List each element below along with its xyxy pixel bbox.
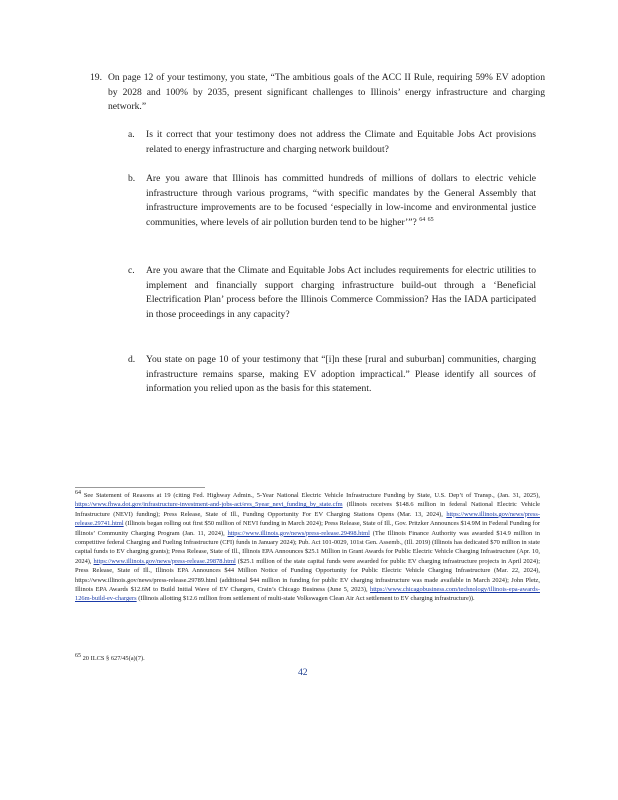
footnote-text-6: (Illinois allotting $12.6 million from settlement of multi-state Volkswagen Clean Air Act settlement to EV charging infrastructure)). bbox=[136, 595, 475, 603]
subquestion-label: d. bbox=[128, 354, 136, 365]
subquestion-label: c. bbox=[128, 265, 135, 276]
question-19 bbox=[90, 71, 545, 115]
subquestion-c bbox=[128, 264, 536, 322]
footnote-number: 65 bbox=[75, 652, 81, 659]
footnote-link-press-29878[interactable]: https://www.illinois.gov/news/press-release.29878.html bbox=[93, 557, 236, 565]
subquestion-a bbox=[128, 128, 536, 157]
footnote-text: 20 ILCS § 627/45(a)(7). bbox=[82, 655, 145, 662]
footnote-64 bbox=[75, 491, 540, 604]
footnote-text-3: (Illinois began rolling out first $50 million of NEVI funding in March 2024); Press Release, State of Ill., Gov. Pritzker Announces $14.9M in Federal Funding for Illinois’ Community Charging Program (Jan. 11, 2024), bbox=[75, 520, 540, 537]
subquestion-label: a. bbox=[128, 129, 135, 140]
footnote-link-press-29498[interactable]: https://www.illinois.gov/news/press-release.29498.html bbox=[227, 529, 370, 537]
footnote-text-2: (Illinois receives $148.6 million in federal National Electric Vehicle Infrastructure (NEVI) funding); Press Release, State of Ill., Funding Opportunity For EV Charging Stations Opens (Mar. 13, 2024), bbox=[75, 501, 540, 518]
subquestion-body: Are you aware that Illinois has committed hundreds of millions of dollars to electric vehicle infrastructure through various programs, “with specific mandates by the General Assembly that infrastructure improvements are to be focused ‘especially in low-income and environmental justice communities, where levels of air pollution burden tend to be higher’”? bbox=[146, 173, 536, 228]
footnote-65 bbox=[75, 654, 540, 663]
footnote-link-chicago-business[interactable]: https://www.chicagobusiness.com/technology/illinois-epa-awards-126m-build-ev-chargers bbox=[75, 586, 540, 603]
subquestion-text: Are you aware that the Climate and Equitable Jobs Act includes requirements for electric utilities to implement and financially support charging infrastructure build-out through a ‘Beneficial Electrification Plan’ process before the Illinois Commerce Commission? Has the IADA participated in those proceedings in any capacity? bbox=[146, 265, 536, 320]
footnote-separator bbox=[75, 487, 205, 488]
footnote-link-press-29741[interactable]: https://www.illinois.gov/news/press-release.29741.html bbox=[75, 510, 540, 528]
footnote-number: 64 bbox=[75, 489, 81, 496]
question-text: On page 12 of your testimony, you state, “The ambitious goals of the ACC II Rule, requiring 59% EV adoption by 2028 and 100% by 2035, present significant challenges to Illinois’ energy infrastructure and charging network.” bbox=[108, 72, 545, 113]
subquestion-text: You state on page 10 of your testimony that “[i]n these [rural and suburban] communities, charging infrastructure remains sparse, making EV adoption impractical.” Please identify all sources of information you relied upon as the basis for this statement. bbox=[146, 354, 536, 395]
subquestion-b bbox=[128, 172, 536, 230]
footnote-text-1: See Statement of Reasons at 19 (citing Fed. Highway Admin., 5-Year National Electric Vehicle Infrastructure Funding by State, U.S. Dep’t of Transp., (Jan. 31, 2025), bbox=[83, 492, 540, 499]
subquestion-text: Is it correct that your testimony does not address the Climate and Equitable Jobs Act provisions related to energy infrastructure and charging network buildout? bbox=[146, 129, 536, 155]
subquestion-text bbox=[128, 172, 536, 230]
subquestion-d bbox=[128, 353, 536, 397]
footnote-ref-65[interactable]: 65 bbox=[427, 216, 434, 223]
subquestion-label: b. bbox=[128, 173, 136, 184]
footnote-ref-64[interactable]: 64 bbox=[419, 216, 426, 223]
footnote-link-fhwa[interactable]: https://www.fhwa.dot.gov/infrastructure-investment-and-jobs-act/evs_5year_nevi_funding_by_state.cfm bbox=[75, 501, 343, 509]
page-number: 42 bbox=[298, 667, 308, 678]
question-number: 19. bbox=[90, 72, 102, 83]
footnote-text-5: ($25.1 million of the state capital funds were awarded for public EV charging infrastructure projects in April 2024); Press Release, State of Ill., Illinois EPA Announces $44 Million Notice of Funding Opportunity for Public Electric Vehicle Charging Infrastructure (Mar. 22, 2024), https://www.illinois.gov/news/press-release.29789.html (additional $44 million in funding for public EV charging infrastructure was made available in March 2024); John Pletz, Illinois EPA Awards $12.6M to Build Initial Wave of EV Chargers, Crain’s Chicago Business (June 5, 2023), bbox=[75, 557, 540, 594]
footnote-text-4: (The Illinois Finance Authority was awarded $14.9 million in competitive federal Charging and Fueling Infrastructure (CFI) funds in January 2024); Pub. Act 101-0029, 101st Gen. Assemb., (Ill. 2019) (Illinois has dedicated $70 million in state capital funds to EV charging grants); Press Release, State of Ill., Illinois EPA Announces $25.1 Million in Grant Awards for Public Electric Vehicle Charging Infrastructure (Apr. 10, 2024), bbox=[75, 529, 540, 565]
